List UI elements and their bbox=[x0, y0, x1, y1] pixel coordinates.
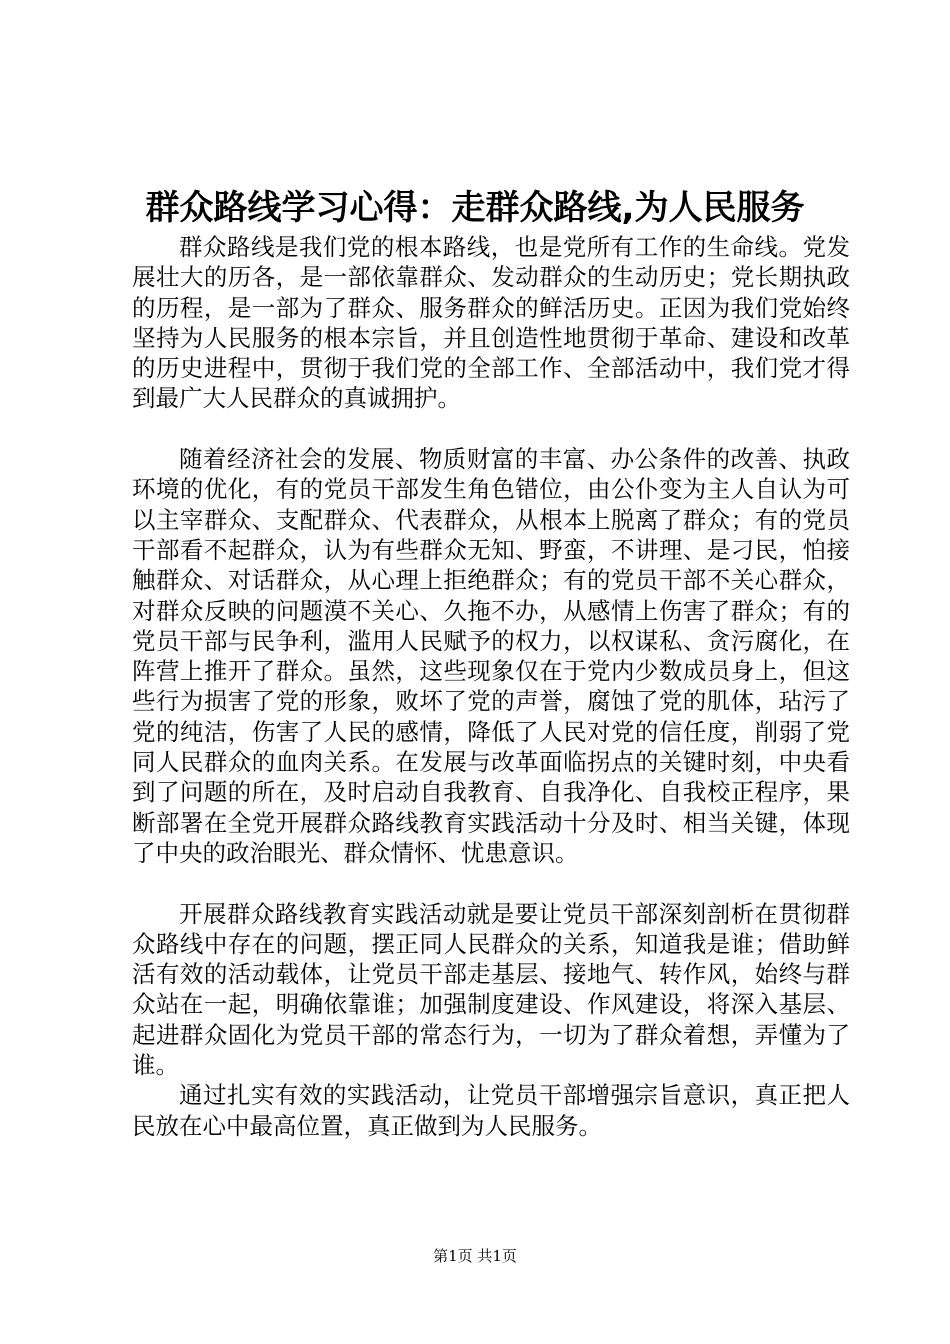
document-body bbox=[132, 232, 850, 1141]
paragraph-2: 随着经济社会的发展、物质财富的丰富、办公条件的改善、执政环境的优化，有的党员干部发生角色错位，由公仆变为主人自认为可以主宰群众、支配群众、代表群众，从根本上脱离了群众；有的党员干部看不起群众，认为有些群众无知、野蛮，不讲理、是刁民，怕接触群众、对话群众，从心理上拒绝群众；有的党员干部不关心群众，对群众反映的问题漠不关心、久拖不办，从感情上伤害了群众；有的党员干部与民争利，滥用人民赋予的权力，以权谋私、贪污腐化，在阵营上推开了群众。虽然，这些现象仅在于党内少数成员身上，但这些行为损害了党的形象，败坏了党的声誉，腐蚀了党的肌体，玷污了党的纯洁，伤害了人民的感情，降低了人民对党的信任度，削弱了党同人民群众的血肉关系。在发展与改革面临拐点的关键时刻，中央看到了问题的所在，及时启动自我教育、自我净化、自我校正程序，果断部署在全党开展群众路线教育实践活动十分及时、相当关键，体现了中央的政治眼光、群众情怀、忧患意识。 bbox=[132, 445, 850, 867]
paragraph-4: 通过扎实有效的实践活动，让党员干部增强宗旨意识，真正把人民放在心中最高位置，真正做到为人民服务。 bbox=[132, 1081, 850, 1140]
page-footer: 第1页 共1页 bbox=[433, 1247, 517, 1265]
paragraph-3: 开展群众路线教育实践活动就是要让党员干部深刻剖析在贯彻群众路线中存在的问题，摆正同人民群众的关系，知道我是谁；借助鲜活有效的活动载体，让党员干部走基层、接地气、转作风，始终与群众站在一起，明确依靠谁；加强制度建设、作风建设，将深入基层、起进群众固化为党员干部的常态行为，一切为了群众着想，弄懂为了谁。 bbox=[132, 899, 850, 1080]
paragraph-1: 群众路线是我们党的根本路线，也是党所有工作的生命线。党发展壮大的历各，是一部依靠群众、发动群众的生动历史；党长期执政的历程，是一部为了群众、服务群众的鲜活历史。正因为我们党始终坚持为人民服务的根本宗旨，并且创造性地贯彻于革命、建设和改革的历史进程中，贯彻于我们党的全部工作、全部活动中，我们党才得到最广大人民群众的真诚拥护。 bbox=[132, 233, 850, 413]
document-title: 群众路线学习心得：走群众路线,为人民服务 bbox=[145, 188, 805, 228]
